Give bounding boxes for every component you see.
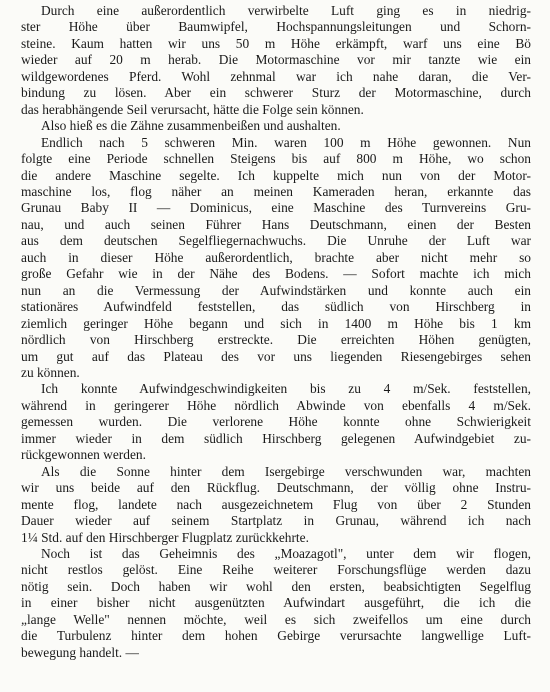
text-line: 1¼ Std. auf den Hirschberger Flugplatz zurückkehrte.	[21, 529, 309, 545]
text-line: zu können.	[21, 364, 80, 380]
text-line: ster Höhe über Baumwipfel, Hochspannungsleitungen und Schorn-	[21, 19, 531, 35]
text-line: „lange Welle" nennen möchte, weil es sich zweifellos um eine durch	[21, 611, 531, 627]
paragraph	[21, 135, 531, 382]
text-line: wildgewordenes Pferd. Wohl zehnmal war ich nahe daran, die Ver-	[21, 68, 531, 84]
paragraph	[21, 464, 531, 546]
text-line: folgte eine Periode schnellen Steigens bis auf 800 m Höhe, wo schon	[21, 151, 531, 167]
text-line: Also hieß es die Zähne zusammenbeißen und aushalten.	[41, 118, 341, 134]
text-line: stationäres Aufwindfeld feststellen, das südlich von Hirschberg in	[21, 299, 531, 315]
text-line: rückgewonnen werden.	[21, 447, 146, 463]
text-line: nicht restlos gelöst. Eine Reihe weiterer Forschungsflüge werden dazu	[21, 562, 531, 578]
text-line: Durch eine außerordentlich verwirbelte Luft ging es in niedrig-	[41, 3, 531, 18]
text-line: gemessen wurden. Die verlorene Höhe konnte ohne Schwierigkeit	[21, 414, 531, 430]
text-line: Endlich nach 5 schweren Min. waren 100 m Höhe gewonnen. Nun	[41, 134, 531, 150]
text-line: Noch ist das Geheimnis des „Moazagotl", unter dem wir flogen,	[41, 545, 531, 561]
paragraph	[21, 3, 531, 118]
text-line: in einer bisher nicht ausgenützten Aufwindart ausgeführt, die ich die	[21, 595, 531, 611]
paragraph	[21, 118, 531, 134]
text-line: große Gefahr wie in der Nähe des Bodens. — Sofort machte ich mich	[21, 266, 531, 282]
text-line: steine. Kaum hatten wir uns 50 m Höhe erkämpft, warf uns eine Bö	[21, 35, 531, 51]
text-line: ziemlich geringer Höhe begann und sich in 1400 m Höhe bis 1 km	[21, 315, 531, 331]
text-line: die andere Maschine segelte. Ich kuppelte mich nun von der Motor-	[21, 167, 531, 183]
text-line: Dauer wieder auf seinem Startplatz in Grunau, während ich nach	[21, 513, 531, 529]
text-line: bewegung handelt. —	[21, 644, 139, 660]
text-line: Ich konnte Aufwindgeschwindigkeiten bis zu 4 m/Sek. feststellen,	[41, 381, 531, 397]
text-line: während in geringerer Höhe nördlich Abwinde von ebenfalls 4 m/Sek.	[21, 397, 531, 413]
article-text	[21, 3, 531, 661]
text-line: um gut auf das Plateau des vor uns liegenden Riesengebirges sehen	[21, 348, 531, 364]
text-line: bindung zu lösen. Aber ein schwerer Sturz der Motormaschine, durch	[21, 85, 531, 101]
text-line: aus dem deutschen Segelfliegernachwuchs. Die Unruhe der Luft war	[21, 233, 531, 249]
text-line: die Turbulenz hinter dem hohen Gebirge verursachte langwellige Luft-	[21, 628, 531, 644]
text-line: Grunau Baby II — Dominicus, eine Maschine des Turnvereins Gru-	[21, 200, 531, 216]
text-line: wieder auf 20 m herab. Die Motormaschine vor mir tanzte wie ein	[21, 52, 531, 68]
paragraph	[21, 546, 531, 661]
text-line: auch in dieser Höhe außerordentlich, brachte aber nicht mehr so	[21, 249, 531, 265]
text-line: nun an die Vermessung der Aufwindstärken und konnte auch ein	[21, 282, 531, 298]
text-line: nau, und auch seinen Führer Hans Deutschmann, einen der Besten	[21, 216, 531, 232]
text-line: wir uns beide auf den Rückflug. Deutschmann, der völlig ohne Instru-	[21, 480, 531, 496]
text-line: das herabhängende Seil verursacht, hätte die Folge sein können.	[21, 101, 364, 117]
text-line: nötig sein. Doch haben wir wohl den ersten, beabsichtigten Segelflug	[21, 578, 531, 594]
text-line: maschine los, flog näher an meinen Kameraden heran, erkannte das	[21, 183, 531, 199]
text-line: mente flog, landete nach ausgezeichnetem Flug von über 2 Stunden	[21, 496, 531, 512]
text-line: immer wieder in dem südlich Hirschberg gelegenen Aufwindgebiet zu-	[21, 430, 531, 446]
text-line: nördlich von Hirschberg erstreckte. Die erreichten Höhen genügten,	[21, 332, 531, 348]
paragraph	[21, 381, 531, 463]
text-line: Als die Sonne hinter dem Isergebirge verschwunden war, machten	[41, 463, 531, 479]
